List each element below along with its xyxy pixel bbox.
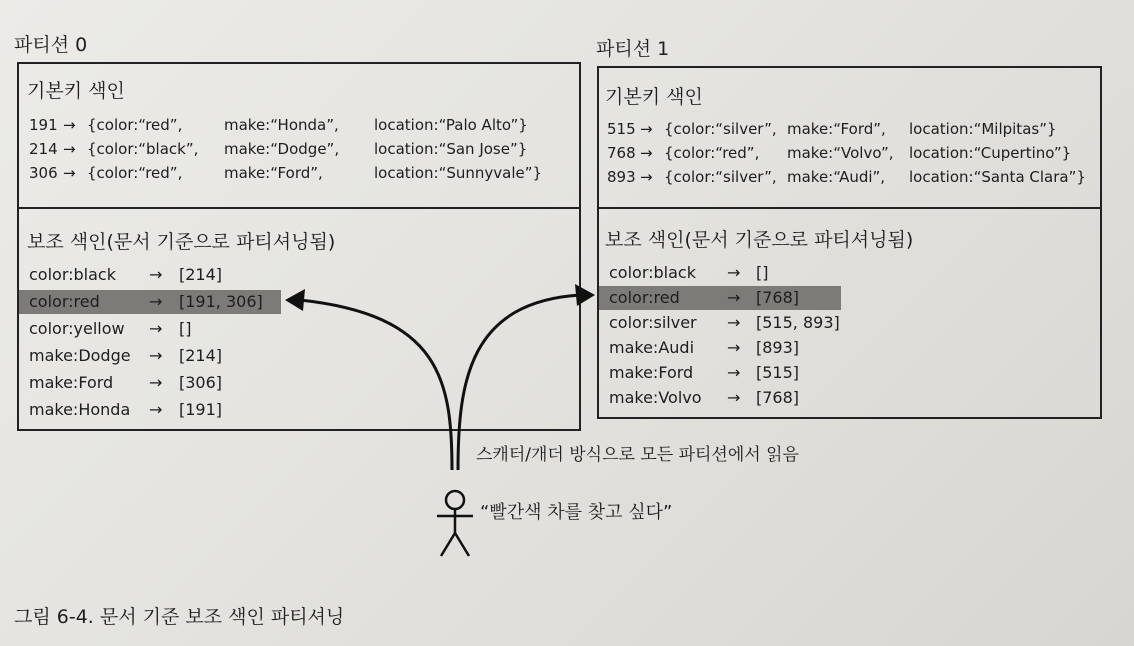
primary-color: {color:“silver”, xyxy=(664,168,777,186)
secondary-key: make:Dodge xyxy=(29,346,131,365)
secondary-key: color:red xyxy=(29,292,100,311)
person-icon xyxy=(437,491,473,556)
arrow: → xyxy=(63,140,76,158)
primary-make: make:“Volvo”, xyxy=(787,144,894,162)
partition-0-title: 파티션 0 xyxy=(14,34,88,56)
partition-1-primary-title: 기본키 색인 xyxy=(605,86,703,108)
secondary-key: color:silver xyxy=(609,313,697,332)
secondary-value: [768] xyxy=(756,388,800,407)
secondary-key: make:Audi xyxy=(609,338,695,357)
primary-make: make:“Ford”, xyxy=(787,120,886,138)
secondary-value: [768] xyxy=(756,288,800,307)
arrow: → xyxy=(149,400,163,419)
primary-location: location:“Santa Clara”} xyxy=(909,168,1086,186)
primary-location: location:“San Jose”} xyxy=(374,140,528,158)
arrowhead-left xyxy=(285,289,305,311)
arrow: → xyxy=(727,363,741,382)
primary-id: 893 xyxy=(607,168,636,186)
secondary-key: make:Ford xyxy=(609,363,694,382)
primary-id: 306 xyxy=(29,164,58,182)
arrow: → xyxy=(149,346,163,365)
primary-make: make:“Ford”, xyxy=(224,164,323,182)
secondary-value: [214] xyxy=(179,346,223,365)
primary-color: {color:“black”, xyxy=(87,140,199,158)
arrow: → xyxy=(149,292,163,311)
arrow: → xyxy=(640,120,653,138)
scatter-gather-label: 스캐터/개더 방식으로 모든 파티션에서 읽음 xyxy=(476,445,799,465)
primary-id: 214 xyxy=(29,140,58,158)
arrow: → xyxy=(63,164,76,182)
secondary-value: [191, 306] xyxy=(179,292,263,311)
secondary-value: [] xyxy=(179,319,192,338)
query-label: “빨간색 차를 찾고 싶다” xyxy=(480,502,673,523)
figure-caption: 그림 6-4. 문서 기준 보조 색인 파티셔닝 xyxy=(14,606,345,628)
scatter-arrow-left xyxy=(300,300,452,470)
secondary-key: make:Volvo xyxy=(609,388,702,407)
secondary-value: [515] xyxy=(756,363,800,382)
secondary-key: color:black xyxy=(29,265,116,284)
arrow: → xyxy=(149,265,163,284)
arrow: → xyxy=(640,168,653,186)
secondary-key: make:Honda xyxy=(29,400,131,419)
secondary-value: [306] xyxy=(179,373,223,392)
primary-id: 191 xyxy=(29,116,58,134)
primary-color: {color:“silver”, xyxy=(664,120,777,138)
partition-0-secondary-title: 보조 색인(문서 기준으로 파티셔닝됨) xyxy=(27,231,336,253)
primary-id: 515 xyxy=(607,120,636,138)
secondary-value: [893] xyxy=(756,338,800,357)
partition-1-secondary-title: 보조 색인(문서 기준으로 파티셔닝됨) xyxy=(605,229,914,251)
primary-make: make:“Audi”, xyxy=(787,168,886,186)
arrow: → xyxy=(149,373,163,392)
primary-location: location:“Milpitas”} xyxy=(909,120,1057,138)
primary-location: location:“Sunnyvale”} xyxy=(374,164,543,182)
primary-color: {color:“red”, xyxy=(664,144,760,162)
arrow: → xyxy=(63,116,76,134)
arrow: → xyxy=(727,288,741,307)
secondary-key: color:red xyxy=(609,288,680,307)
primary-location: location:“Palo Alto”} xyxy=(374,116,528,134)
secondary-value: [214] xyxy=(179,265,223,284)
secondary-value: [] xyxy=(756,263,769,282)
arrow: → xyxy=(727,263,741,282)
primary-make: make:“Honda”, xyxy=(224,116,339,134)
primary-make: make:“Dodge”, xyxy=(224,140,340,158)
arrow: → xyxy=(727,388,741,407)
arrowhead-right xyxy=(575,284,595,306)
primary-id: 768 xyxy=(607,144,636,162)
partition-0-primary-title: 기본키 색인 xyxy=(27,80,125,102)
secondary-key: make:Ford xyxy=(29,373,114,392)
secondary-value: [191] xyxy=(179,400,223,419)
arrow: → xyxy=(149,319,163,338)
secondary-key: color:yellow xyxy=(29,319,125,338)
arrow: → xyxy=(727,338,741,357)
partition-1-title: 파티션 1 xyxy=(596,38,670,60)
primary-location: location:“Cupertino”} xyxy=(909,144,1072,162)
primary-color: {color:“red”, xyxy=(87,164,183,182)
secondary-value: [515, 893] xyxy=(756,313,840,332)
arrow: → xyxy=(640,144,653,162)
secondary-key: color:black xyxy=(609,263,696,282)
arrow: → xyxy=(727,313,741,332)
primary-color: {color:“red”, xyxy=(87,116,183,134)
